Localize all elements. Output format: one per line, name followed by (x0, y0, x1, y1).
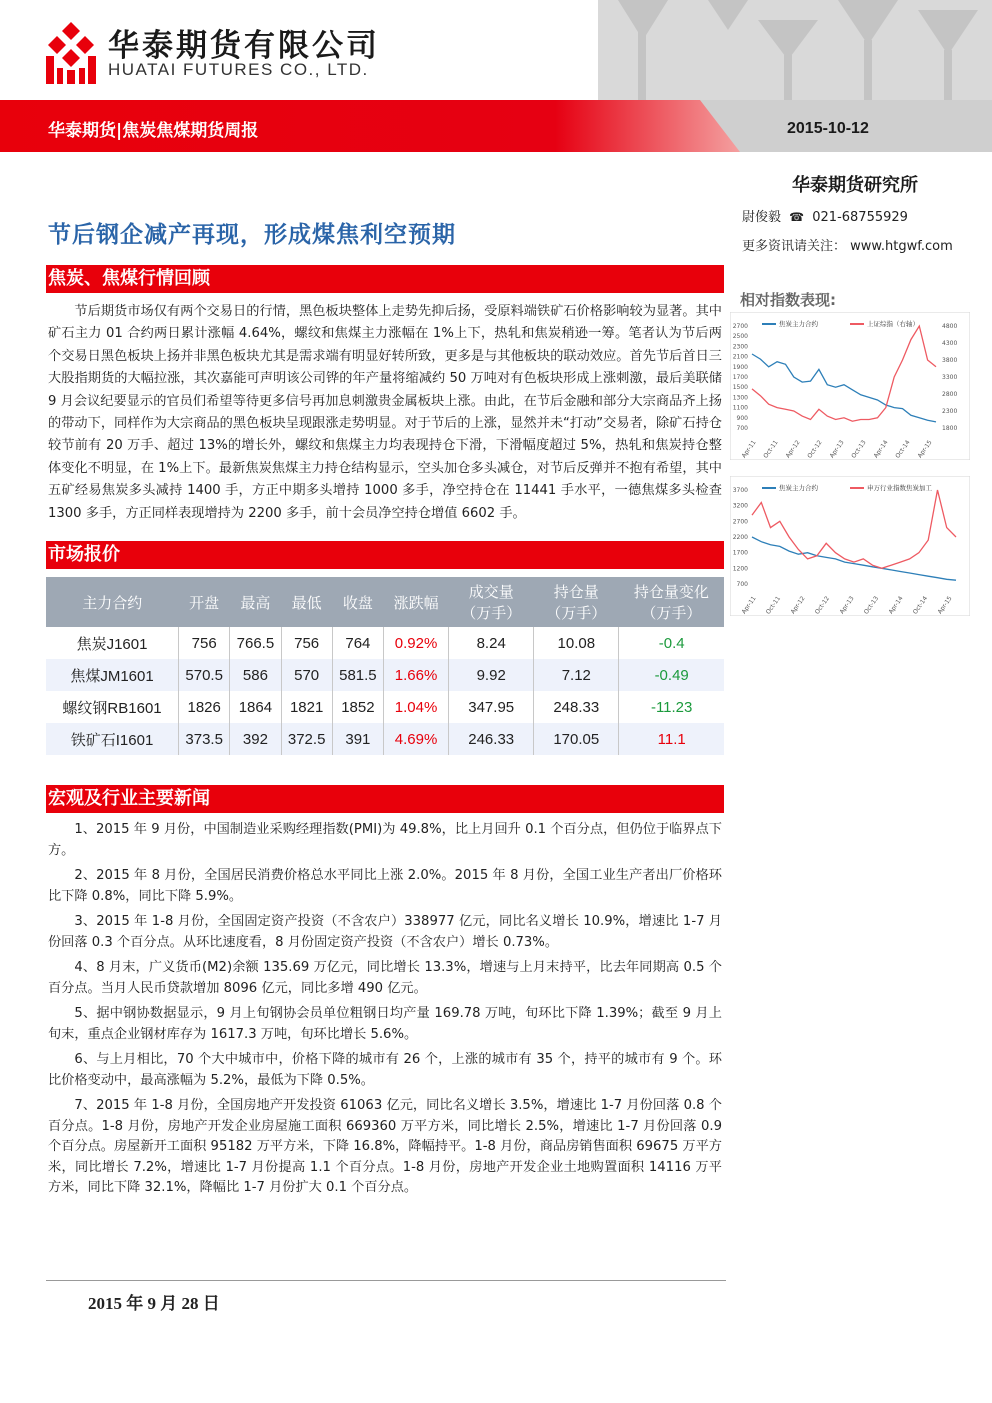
table-header-cell (281, 577, 332, 627)
legend-label: 申万行业指数焦炭加工 (867, 484, 932, 492)
analyst-phone: 021-68755929 (812, 210, 908, 225)
y-tick-label: 1200 (732, 565, 748, 573)
news-list (48, 820, 722, 1204)
table-cell-volume: 246.33 (449, 723, 534, 755)
table-cell-close: 764 (332, 627, 383, 659)
table-cell-contract: 铁矿石I1601 (46, 723, 179, 755)
news-item: 6、与上月相比，70 个大中城市中，价格下降的城市有 26 个，上涨的城市有 35 个，持平的城市有 9 个。环比价格变动中，最高涨幅为 5.2%，最低为下降 0.5%。 (48, 1052, 722, 1088)
x-tick-label: Apr-11 (740, 439, 758, 460)
y-tick-label: 1700 (732, 549, 748, 557)
table-cell-high: 1864 (230, 691, 281, 723)
analyst-contact (742, 206, 908, 225)
x-tick-label: Apr-11 (740, 595, 758, 616)
table-header-text: 收盘 (342, 594, 373, 612)
table-cell-oi-change: -11.23 (650, 698, 693, 716)
table-header-text: 最低 (291, 594, 322, 612)
table-cell-open: 373.5 (179, 723, 230, 755)
table-header-cell (46, 577, 179, 627)
y-right-tick-label: 2300 (942, 408, 958, 415)
section-heading-news: 宏观及行业主要新闻 (46, 785, 724, 813)
y-right-tick-label: 1800 (942, 425, 958, 432)
table-cell-change: 0.92% (384, 627, 449, 659)
price-table (46, 577, 724, 755)
table-header-text: 成交量 (468, 584, 514, 601)
table-header-text: （万手） (546, 605, 607, 622)
table-header-row (46, 577, 724, 627)
y-right-tick-label: 4300 (942, 340, 958, 347)
table-row (46, 659, 724, 691)
relative-index-title: 相对指数表现: (740, 291, 836, 309)
analyst-name: 尉俊毅 (742, 210, 782, 225)
x-tick-label: Apr-13 (838, 595, 856, 616)
table-cell-oi: 7.12 (534, 659, 619, 691)
x-tick-label: Apr-14 (872, 439, 890, 460)
x-tick-label: Apr-12 (789, 595, 807, 616)
table-header-text: 持仓量变化 (633, 584, 709, 601)
y-right-tick-label: 2800 (942, 391, 958, 398)
table-header-text: 涨跌幅 (393, 594, 439, 612)
institute-name: 华泰期货研究所 (792, 175, 918, 196)
table-cell-low: 570 (281, 659, 332, 691)
table-cell-oi: 170.05 (534, 723, 619, 755)
x-tick-label: Oct-13 (862, 595, 881, 616)
table-cell-low: 1821 (281, 691, 332, 723)
chart-coke-vs-shanghai-index (730, 312, 970, 460)
table-cell-volume: 347.95 (449, 691, 534, 723)
header-pattern-icon (598, 0, 992, 100)
table-header-text: （万手） (641, 605, 702, 622)
table-cell-volume: 8.24 (449, 627, 534, 659)
table-cell-low: 372.5 (281, 723, 332, 755)
y-right-tick-label: 3800 (942, 357, 958, 364)
review-paragraph: 节后期货市场仅有两个交易日的行情，黑色板块整体上走势先抑后扬，受原料端铁矿石价格影响较为显著。其中矿石主力 01 合约两日累计涨幅 4.64%，螺纹和焦煤主力涨幅在 1%上下，热轧和焦炭稍逊一筹。笔者认为节后两个交易日黑色板块上扬并非黑色板块尤其是需求端有明显好转所致，更多是与其他板块的联动效应。首先节后首日三大股指期货的大幅拉涨，其次嘉能可声明该公司铧的年产量将缩减约 50 万吨对有色板块形成上涨刺激，最后美联储 9 月会议纪要显示的官员们希望等待更多信号再加息刺激贵金属板块上涨。由此，在节后金融和部分大宗商品齐上扬的带动下，同样作为大宗商品的黑色板块呈现跟涨走势明显。对于节后的上涨，显然并未“打动”交易者，除矿石持仓较节前有 20 万手、超过 13%的增长外，螺纹和焦煤主力均表现持仓下滑，下滑幅度超过 5%，热轧和焦炭持仓整体变化不明显，在 1%上下。最新焦炭焦煤主力持仓结构显示，空头加仓多头减仓，对节后反弹并不抱有希望，其中五矿经易焦炭多头减持 1400 手，方正中期多头增持 1000 多手，净空持仓在 11441 手水平，一德焦煤多头检查 1300 多手，方正同样表现增持为 2200 多手，前十会员净空持仓增值 6602 手。 (48, 304, 722, 521)
table-cell-contract: 焦煤JM1601 (46, 659, 179, 691)
y-tick-label: 2700 (732, 323, 748, 330)
table-cell-contract: 螺纹钢RB1601 (46, 691, 179, 723)
x-tick-label: Oct-12 (813, 595, 832, 616)
section-heading-market: 市场报价 (46, 541, 724, 569)
y-tick-label: 700 (736, 425, 748, 432)
report-series-title: 华泰期货|焦炭焦煤期货周报 (48, 121, 259, 141)
legend-label: 焦炭主力合约 (779, 320, 818, 328)
table-cell-open: 756 (179, 627, 230, 659)
y-tick-label: 2500 (732, 333, 748, 341)
y-right-tick-label: 3300 (942, 374, 958, 381)
table-header-text: 持仓量 (553, 584, 599, 601)
table-row (46, 627, 724, 659)
website-link[interactable]: www.htgwf.com (850, 239, 953, 254)
table-cell-oi: 248.33 (534, 691, 619, 723)
table-header-cell (384, 577, 449, 627)
table-cell-oi: 10.08 (534, 627, 619, 659)
x-tick-label: Oct-12 (806, 439, 824, 460)
table-header-cell (449, 577, 534, 627)
y-tick-label: 2100 (732, 353, 748, 361)
x-tick-label: Apr-12 (784, 439, 802, 460)
more-info-label: 更多资讯请关注： (742, 239, 847, 254)
news-item: 3、2015 年 1-8 月份，全国固定资产投资（不含农户）338977 亿元，同比名义增长 10.9%，增速比 1-7 月份回落 0.3 个百分点。从环比速度看，8 月份固定资产投资（不含农户）增长 0.73%。 (48, 914, 722, 950)
table-cell-open: 1826 (179, 691, 230, 723)
x-tick-label: Oct-14 (911, 595, 930, 616)
y-tick-label: 900 (736, 414, 748, 422)
x-tick-label: Oct-13 (850, 439, 868, 460)
table-header-text: （万手） (461, 605, 522, 622)
company-name-en: HUATAI FUTURES CO., LTD. (108, 60, 369, 79)
table-header-text: 最高 (240, 594, 271, 612)
table-cell-change: 4.69% (384, 723, 449, 755)
y-tick-label: 1300 (732, 394, 748, 402)
y-tick-label: 2200 (732, 534, 748, 541)
news-item: 4、8 月末，广义货币(M2)余额 135.69 万亿元，同比增长 13.3%，增速与上月末持平，比去年同期高 0.5 个百分点。当月人民币贷款增加 8096 亿元，同比多增 490 亿元。 (48, 960, 722, 996)
table-row (46, 691, 724, 723)
table-cell-low: 756 (281, 627, 332, 659)
report-date: 2015-10-12 (787, 120, 869, 137)
footer-divider (46, 1280, 726, 1281)
table-cell-high: 392 (230, 723, 281, 755)
x-tick-label: Oct-11 (764, 595, 783, 616)
news-item: 1、2015 年 9 月份，中国制造业采购经理指数(PMI)为 49.8%，比上月回升 0.1 个百分点，但仍位于临界点下方。 (48, 822, 722, 858)
table-cell-volume: 9.92 (449, 659, 534, 691)
y-tick-label: 3200 (732, 502, 748, 510)
chart-frame (730, 312, 970, 460)
table-cell-change: 1.66% (384, 659, 449, 691)
table-cell-high: 586 (230, 659, 281, 691)
y-tick-label: 1700 (732, 374, 748, 381)
x-tick-label: Oct-14 (894, 439, 912, 460)
chart-coke-vs-sw-coking-index (730, 476, 970, 616)
table-header-text: 开盘 (189, 594, 220, 612)
legend-label: 焦炭主力合约 (779, 484, 818, 492)
news-item: 7、2015 年 1-8 月份，全国房地产开发投资 61063 亿元，同比名义增长 3.5%，增速比 1-7 月份回落 0.8 个百分点。1-8 月份，房地产开发企业房屋施工面积 669360 万平方米，同比增长 2.5%，增速比 1-7 月份回落 0.9 个百分点。房屋新开工面积 95182 万平方米，下降 16.8%，降幅持平。1-8 月份，商品房销售面积 69675 万平方米，同比增长 7.2%，增速比 1-7 月份提高 1.1 个百分点。1-8 月份，房地产开发企业土地购置面积 14116 万平方米，同比下降 32.1%，降幅比 1-7 月份扩大 0.1 个百分点。 (48, 1098, 722, 1195)
footer-date: 2015 年 9 月 28 日 (88, 1294, 220, 1313)
phone-icon: ☎ (789, 210, 805, 224)
x-tick-label: Apr-14 (887, 595, 905, 616)
x-tick-label: Apr-15 (936, 595, 954, 616)
table-header-cell (534, 577, 619, 627)
y-right-tick-label: 4800 (942, 323, 958, 330)
x-tick-label: Apr-13 (828, 439, 846, 460)
y-tick-label: 1900 (732, 363, 748, 371)
y-tick-label: 2300 (732, 343, 748, 351)
table-header-cell (332, 577, 383, 627)
table-cell-high: 766.5 (230, 627, 281, 659)
table-header-text: 主力合约 (82, 594, 143, 612)
table-cell-close: 391 (332, 723, 383, 755)
header-decoration (598, 0, 992, 100)
more-info (742, 235, 953, 254)
table-cell-change: 1.04% (384, 691, 449, 723)
y-tick-label: 700 (736, 581, 748, 588)
table-header-cell (230, 577, 281, 627)
table-cell-contract: 焦炭J1601 (46, 627, 179, 659)
table-header-cell (619, 577, 724, 627)
review-body (48, 301, 722, 525)
y-tick-label: 2700 (732, 518, 748, 526)
company-name-cn: 华泰期货有限公司 (108, 28, 380, 64)
chart-frame (730, 476, 970, 616)
table-cell-oi-change: 11.1 (619, 723, 724, 755)
table-cell-oi-change: -0.49 (619, 659, 724, 691)
news-item: 5、据中钢协数据显示，9 月上旬钢协会员单位粗钢日均产量 169.78 万吨，旬环比下降 1.39%；截至 9 月上旬末，重点企业钢材库存为 1617.3 万吨，旬环比增长 5.6%。 (48, 1006, 722, 1042)
legend-label: 上证综指（右轴） (867, 320, 919, 328)
section-heading-review: 焦炭、焦煤行情回顾 (46, 265, 724, 293)
table-cell-oi-change: -0.4 (658, 634, 685, 652)
table-header-cell (179, 577, 230, 627)
table-cell-open: 570.5 (179, 659, 230, 691)
x-tick-label: Oct-11 (762, 439, 780, 460)
news-item: 2、2015 年 8 月份，全国居民消费价格总水平同比上涨 2.0%。2015 年 8 月份，全国工业生产者出厂价格环比下降 0.8%，同比下降 5.9%。 (48, 868, 722, 904)
y-tick-label: 1500 (732, 384, 748, 392)
table-cell-close: 581.5 (332, 659, 383, 691)
table-cell-close: 1852 (332, 691, 383, 723)
y-tick-label: 3700 (732, 487, 748, 494)
x-tick-label: Apr-15 (916, 439, 934, 460)
y-tick-label: 1100 (732, 404, 748, 412)
main-headline: 节后钢企减产再现，形成煤焦利空预期 (48, 222, 456, 248)
huatai-logo-icon (44, 22, 98, 84)
table-row (46, 723, 724, 755)
